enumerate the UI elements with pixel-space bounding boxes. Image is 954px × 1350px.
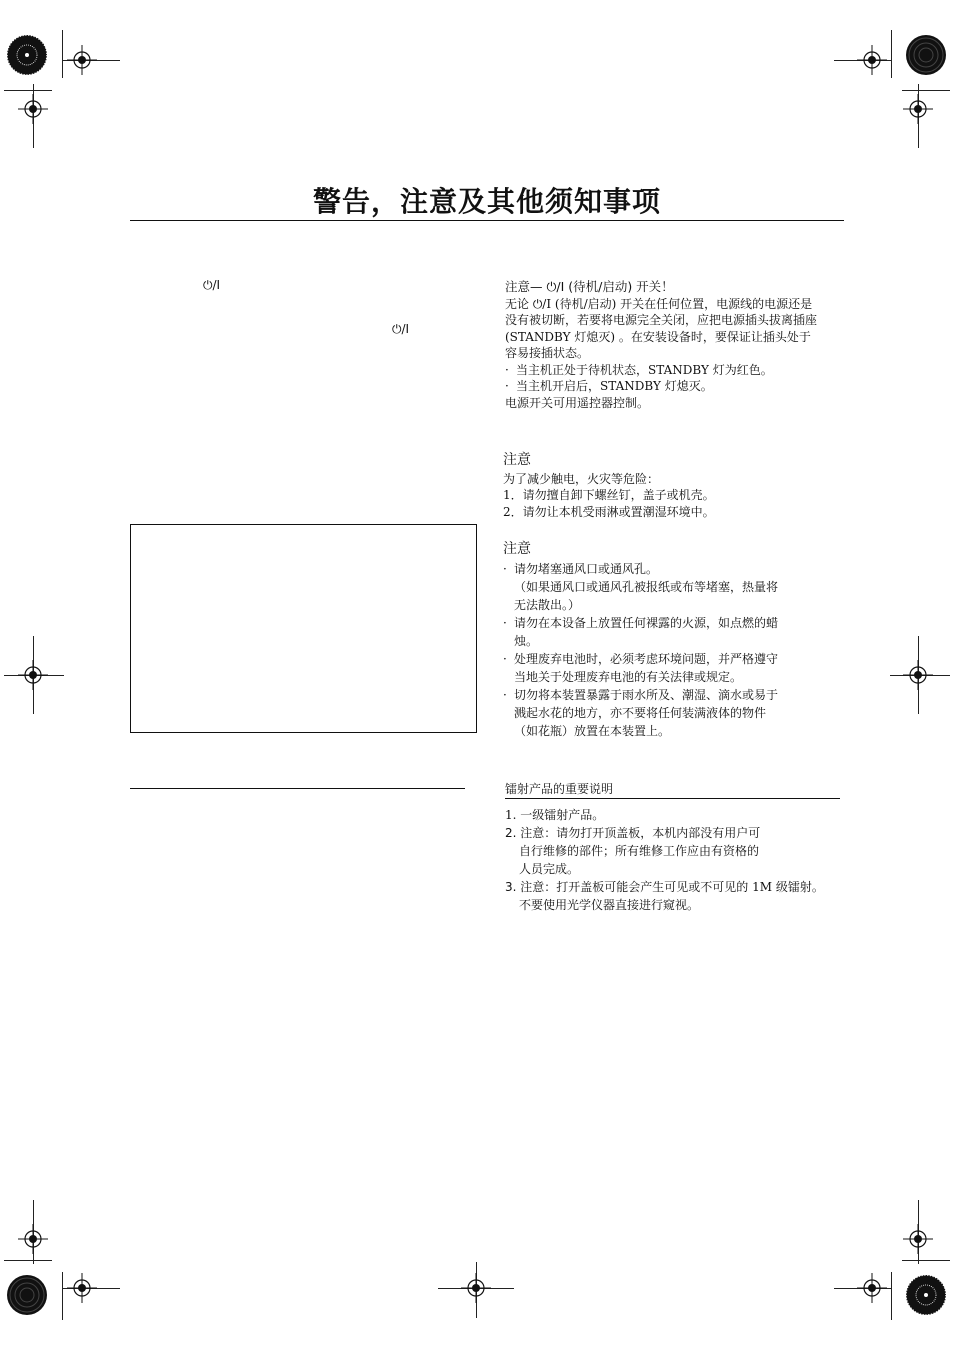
registration-mark-icon [903, 660, 933, 690]
standby-line: 没有被切断，若要将电源完全关闭，应把电源插头拔离插座 [505, 313, 818, 327]
bullet-dot: · [503, 688, 507, 702]
caution-bullet-continuation: 无法散出。） [514, 598, 581, 612]
registration-mark-icon [461, 1273, 491, 1303]
laser-item-3-text: ：打开盖板可能会产生可见或不可见的 1M 级镭射。 [544, 880, 824, 894]
caution-bullet-text: 处理废弃电池时，必须考虑环境问题，并严格遵守 [514, 652, 779, 666]
caution-section-1 [503, 452, 843, 520]
standby-line: 无论 ⏻/I (待机/启动) 开关在任何位置，电源线的电源还是 [505, 296, 813, 311]
bullet-dot: · [505, 379, 509, 393]
standby-section [505, 279, 845, 411]
standby-line: 容易接插状态。 [505, 346, 590, 360]
registration-mark-icon [903, 1224, 933, 1254]
bullet-dot: · [503, 616, 507, 630]
standby-bullet [505, 362, 845, 379]
caution-intro: 为了减少触电，火灾等危险： [503, 471, 660, 486]
starburst-mark-icon [904, 33, 948, 77]
bullet-dot: · [503, 652, 507, 666]
standby-bullet-text: 当主机正处于待机状态，STANDBY 灯为红色。 [516, 362, 773, 377]
caution-item: 2．请勿让本机受雨淋或置潮湿环境中。 [503, 504, 715, 519]
caution-bullet [503, 686, 843, 704]
left-section-rule [130, 788, 465, 789]
standby-bullet [505, 378, 845, 395]
caution-bullet-text: 请勿在本设备上放置任何裸露的火源，如点燃的蜡 [514, 616, 779, 630]
caution-section-2 [503, 540, 843, 740]
page-title: 警告，注意及其他须知事项 [312, 185, 661, 218]
registration-mark-icon [67, 45, 97, 75]
standby-footer: 电源开关可用遥控器控制。 [505, 395, 650, 410]
caution-heading-2: 注意 [503, 541, 531, 557]
caution-bullet-text: 请勿堵塞通风口或通风孔。 [514, 562, 659, 576]
laser-section [505, 780, 845, 798]
laser-item-2-continuation: 自行维修的部件；所有维修工作应由有资格的 [519, 844, 760, 858]
caution-bullet [503, 614, 843, 632]
starburst-mark-icon [904, 1273, 948, 1317]
caution-heading-1: 注意 [503, 452, 531, 468]
registration-mark-icon [903, 94, 933, 124]
registration-mark-icon [67, 1273, 97, 1303]
title-rule [130, 220, 844, 221]
laser-items [505, 806, 845, 914]
registration-mark-icon [18, 94, 48, 124]
caution-bullet-continuation: 烛。 [514, 634, 539, 648]
standby-heading: 注意— ⏻/I (待机/启动) 开关！ [505, 279, 674, 294]
laser-rule [505, 798, 840, 799]
laser-item-2-label: 2. 注意 [505, 826, 545, 840]
laser-item-2-continuation: 人员完成。 [519, 862, 580, 876]
power-symbol-2: ⏻/I [392, 322, 410, 336]
laser-item-3-label: 3. 注意 [505, 880, 545, 894]
laser-item-2 [505, 824, 845, 842]
standby-bullet-text: 当主机开启后，STANDBY 灯熄灭。 [516, 379, 713, 393]
laser-heading: 镭射产品的重要说明 [505, 782, 614, 796]
caution-bullet-continuation: （如花瓶）放置在本装置上。 [514, 724, 671, 738]
caution-bullet-continuation: （如果通风口或通风孔被报纸或布等堵塞，热量将 [514, 580, 779, 594]
caution-bullet [503, 650, 843, 668]
registration-mark-icon [18, 1224, 48, 1254]
laser-item-3-continuation: 不要使用光学仪器直接进行窥视。 [519, 898, 700, 912]
standby-line: (STANDBY 灯熄灭) 。在安装设备时，要保证让插头处于 [505, 329, 811, 344]
laser-item-3 [505, 878, 845, 896]
laser-item-2-text: ：请勿打开顶盖板，本机内部没有用户可 [544, 826, 761, 840]
bullet-dot: · [503, 562, 507, 576]
registration-mark-icon [857, 45, 887, 75]
registration-mark-icon [18, 660, 48, 690]
caution-bullet-text: 切勿将本装置暴露于雨水所及、潮湿、滴水或易于 [514, 688, 779, 702]
caution-bullet-continuation: 溅起水花的地方，亦不要将任何装满液体的物件 [514, 706, 767, 720]
power-symbol-1: ⏻/I [203, 278, 221, 292]
caution-bullet [503, 560, 843, 578]
starburst-mark-icon [5, 1273, 49, 1317]
registration-mark-icon [857, 1273, 887, 1303]
blank-label-box [130, 524, 477, 733]
starburst-mark-icon [5, 33, 49, 77]
bullet-dot: · [505, 362, 509, 377]
caution-bullet-continuation: 当地关于处理废弃电池的有关法律或规定。 [514, 670, 743, 684]
caution-item: 1．请勿擅自卸下螺丝钉，盖子或机壳。 [503, 488, 715, 502]
laser-item-1: 1. 一级镭射产品。 [505, 808, 605, 822]
